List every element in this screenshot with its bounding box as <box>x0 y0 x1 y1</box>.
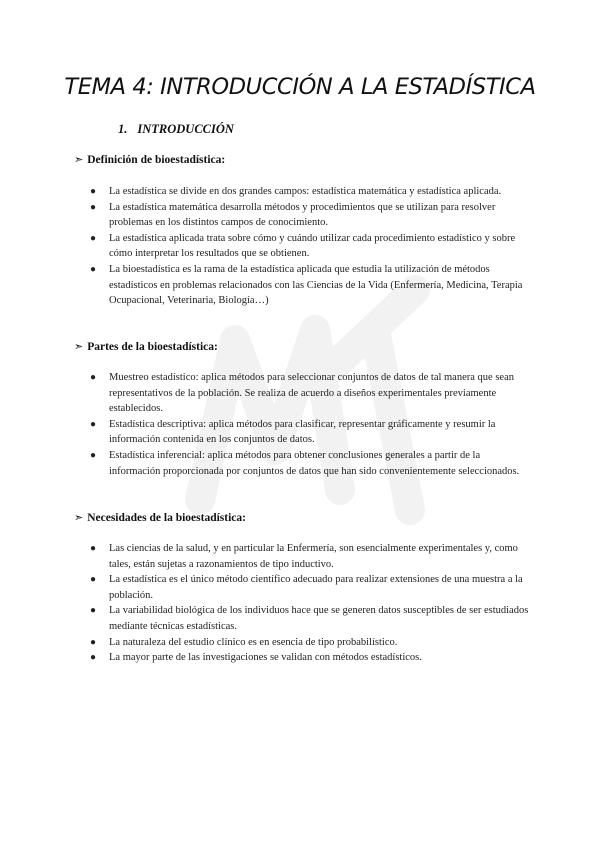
list-item <box>90 541 530 572</box>
list-item <box>90 200 530 231</box>
list-item <box>90 572 530 603</box>
subheading-label: Definición de bioestadística: <box>87 154 226 166</box>
list-item <box>90 184 530 200</box>
arrow-icon: ➣ <box>74 341 84 353</box>
bullet-icon: ● <box>90 605 97 617</box>
bullet-icon: ● <box>90 263 97 275</box>
list-item-text: La estadística matemática desarrolla métodos y procedimientos que se utilizan para resolver problemas en los distintos campos de conocimiento. <box>109 201 496 229</box>
bullet-icon: ● <box>90 232 97 244</box>
arrow-icon: ➣ <box>74 512 84 524</box>
bullet-icon: ● <box>90 201 97 213</box>
list-item <box>90 635 530 651</box>
bullet-list-partes <box>90 370 530 479</box>
bullet-icon: ● <box>90 543 97 554</box>
list-item-text: Muestreo estadístico: aplica métodos para seleccionar conjuntos de datos de tal manera que sean representativos de la población. Se realiza de acuerdo a diseños experimentales previamente establecidos. <box>109 372 514 415</box>
list-item-text: La mayor parte de las investigaciones se validan con métodos estadísticos. <box>109 652 422 664</box>
subheading-label: Partes de la bioestadística: <box>87 341 218 353</box>
list-item-text: Las ciencias de la salud, y en particular la Enfermería, son esencialmente experimentales y, como tales, están sujetas a razonamientos de tipo inductivo. <box>109 543 518 570</box>
bullet-icon: ● <box>90 372 97 383</box>
list-item-text: La variabilidad biológica de los individuos hace que se generen datos susceptibles de ser estudiados mediante técnicas estadísticas. <box>109 605 529 632</box>
list-item-text: La estadística es el único método científico adecuado para realizar extensiones de una muestra a la población. <box>109 574 523 601</box>
section-number: 1. <box>118 122 128 136</box>
list-item-text: La estadística aplicada trata sobre cómo y cuándo utilizar cada procedimiento estadístico y sobre cómo interpretar los resultados que se obtienen. <box>109 232 516 260</box>
subheading-definicion <box>74 153 225 166</box>
list-item-text: Estadística inferencial: aplica métodos para obtener conclusiones generales a partir de la información proporcionada por conjuntos de datos que han sido convenientemente seleccionados. <box>109 449 520 477</box>
subheading-necesidades <box>74 511 246 524</box>
document-title: TEMA 4: INTRODUCCIÓN A LA ESTADÍSTICA <box>64 74 536 100</box>
bullet-icon: ● <box>90 418 97 430</box>
list-item <box>90 603 530 634</box>
bullet-list-definicion <box>90 184 530 309</box>
bullet-icon: ● <box>90 186 97 197</box>
list-item <box>90 262 530 309</box>
bullet-list-necesidades <box>90 541 530 666</box>
subheading-label: Necesidades de la bioestadística: <box>87 512 246 524</box>
bullet-icon: ● <box>90 636 97 648</box>
list-item <box>90 448 530 479</box>
list-item-text: La estadística se divide en dos grandes campos: estadística matemática y estadística aplicada. <box>109 186 502 197</box>
list-item-text: Estadística descriptiva: aplica métodos para clasificar, representar gráficamente y resumir la información contenida en los conjuntos de datos. <box>109 418 496 446</box>
arrow-icon: ➣ <box>74 154 84 166</box>
list-item <box>90 417 530 448</box>
section-label: INTRODUCCIÓN <box>137 122 234 136</box>
list-item-text: La naturaleza del estudio clínico es en esencia de tipo probabilístico. <box>109 636 398 648</box>
section-heading <box>118 122 234 137</box>
list-item <box>90 650 530 666</box>
list-item <box>90 231 530 262</box>
subheading-partes <box>74 340 218 353</box>
list-item <box>90 370 530 417</box>
bullet-icon: ● <box>90 652 97 664</box>
list-item-text: La bioestadística es la rama de la estadística aplicada que estudia la utilización de métodos estadísticos en problemas relacionados con las Ciencias de la Vida (Enfermería, Medicina, Terapia Ocupacional, Veterinaria, Biología…) <box>109 263 523 307</box>
bullet-icon: ● <box>90 449 97 461</box>
bullet-icon: ● <box>90 574 97 586</box>
